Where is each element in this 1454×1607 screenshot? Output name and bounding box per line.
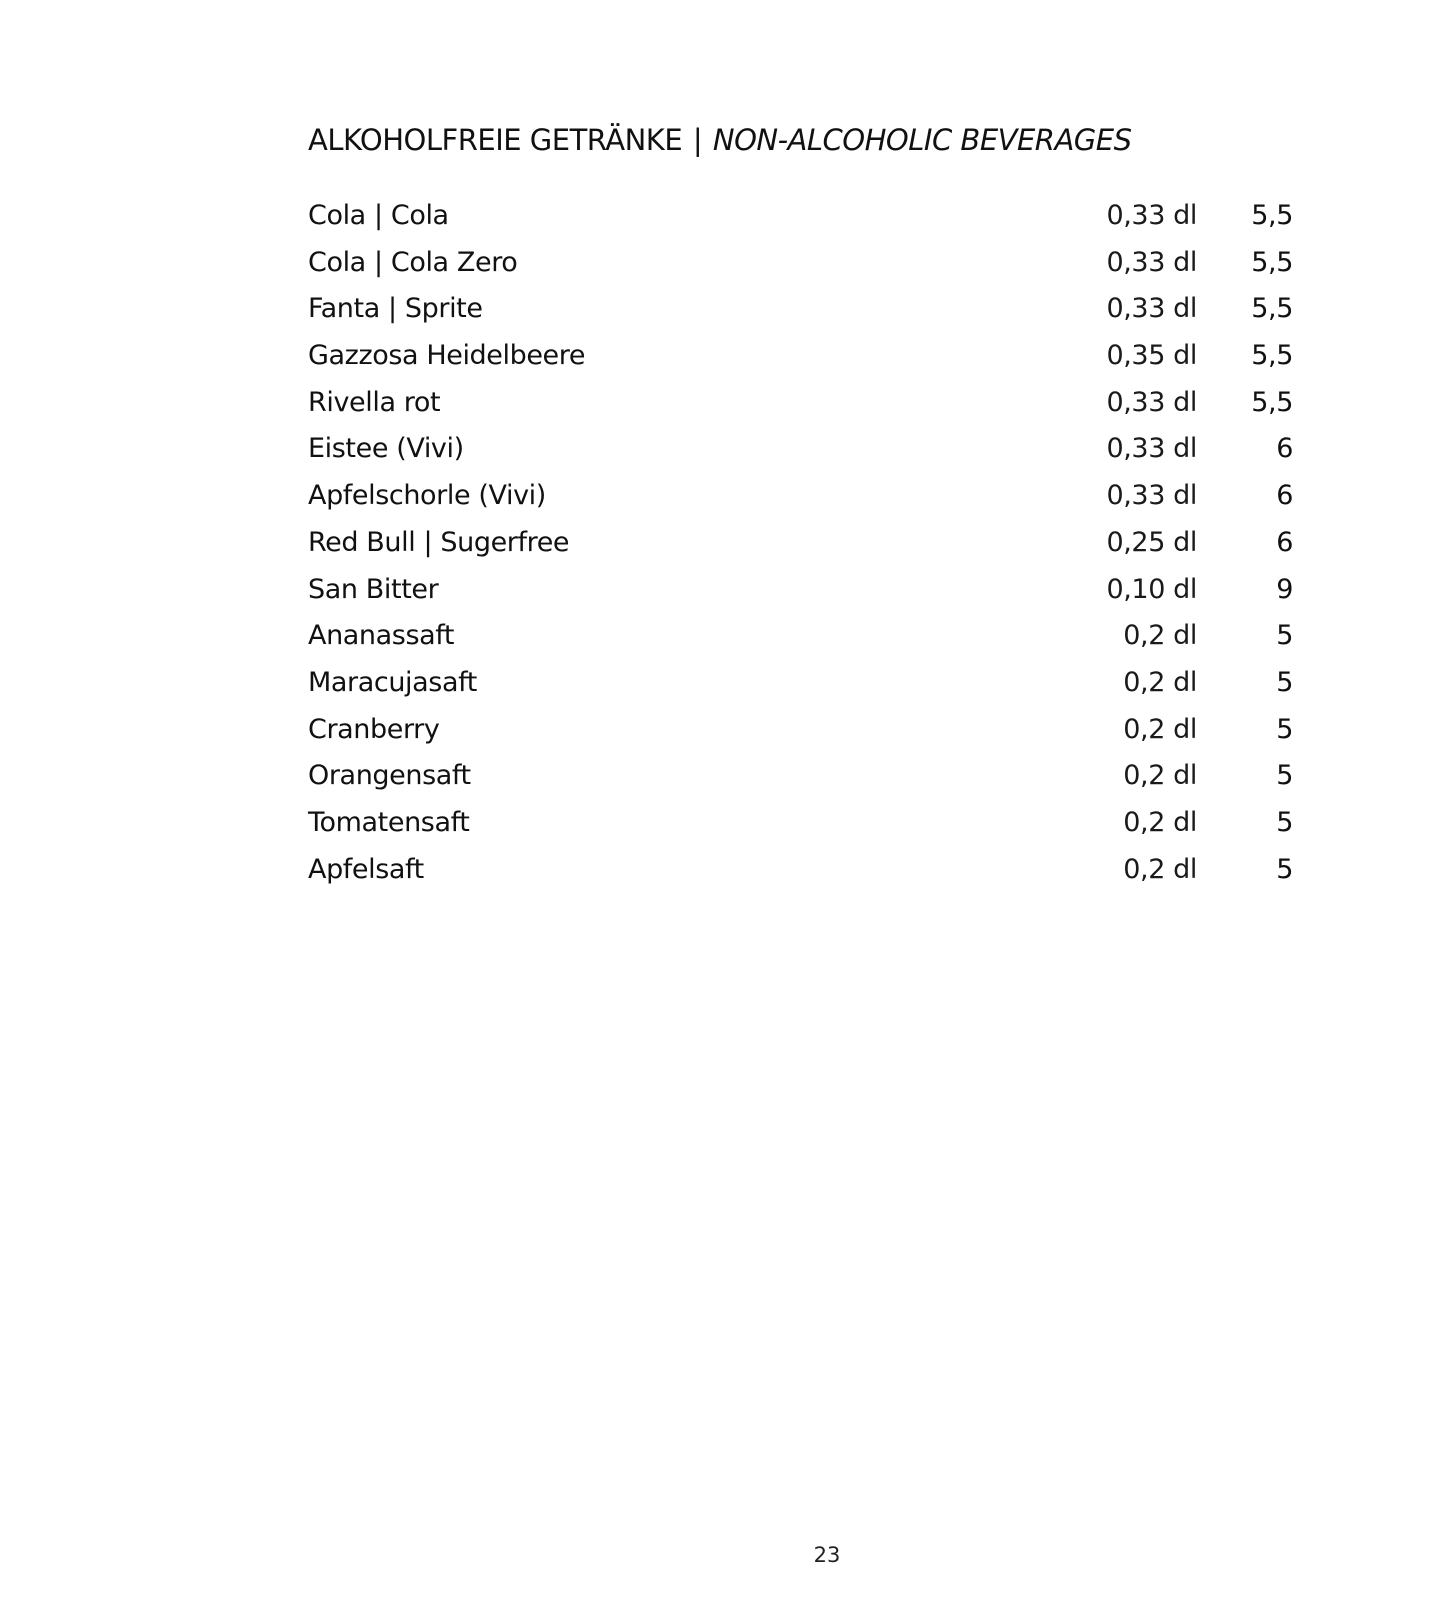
item-name: Ananassaft bbox=[308, 620, 455, 652]
item-price: 9 bbox=[1276, 573, 1293, 605]
item-size: 0,2 dl bbox=[1123, 620, 1197, 652]
item-size: 0,33 dl bbox=[1106, 433, 1197, 465]
item-name: Cola | Cola Zero bbox=[308, 246, 518, 278]
item-price: 5 bbox=[1276, 806, 1293, 838]
item-size: 0,33 dl bbox=[1106, 386, 1197, 418]
list-item bbox=[308, 473, 1293, 520]
item-name: Apfelschorle (Vivi) bbox=[308, 480, 546, 512]
item-price: 5,5 bbox=[1251, 293, 1293, 325]
item-price: 6 bbox=[1276, 433, 1293, 465]
list-item bbox=[308, 753, 1293, 800]
list-item bbox=[308, 847, 1293, 894]
item-price: 5 bbox=[1276, 666, 1293, 698]
item-name: Eistee (Vivi) bbox=[308, 433, 464, 465]
list-item bbox=[308, 520, 1293, 567]
item-price: 5,5 bbox=[1251, 340, 1293, 372]
item-size: 0,2 dl bbox=[1123, 666, 1197, 698]
list-item bbox=[308, 380, 1293, 427]
list-item bbox=[308, 707, 1293, 754]
item-name: San Bitter bbox=[308, 573, 439, 605]
item-size: 0,10 dl bbox=[1106, 573, 1197, 605]
list-item bbox=[308, 426, 1293, 473]
item-name: Maracujasaft bbox=[308, 666, 477, 698]
heading-separator: | bbox=[692, 123, 703, 157]
item-size: 0,35 dl bbox=[1106, 340, 1197, 372]
item-price: 6 bbox=[1276, 526, 1293, 558]
list-item bbox=[308, 567, 1293, 614]
list-item bbox=[308, 613, 1293, 660]
item-price: 5 bbox=[1276, 760, 1293, 792]
list-item bbox=[308, 660, 1293, 707]
list-item bbox=[308, 240, 1293, 287]
heading-english: NON-ALCOHOLIC BEVERAGES bbox=[712, 123, 1132, 157]
item-price: 5,5 bbox=[1251, 386, 1293, 418]
beverage-list bbox=[308, 193, 1293, 893]
list-item bbox=[308, 286, 1293, 333]
item-name: Tomatensaft bbox=[308, 806, 470, 838]
item-name: Gazzosa Heidelbeere bbox=[308, 340, 586, 372]
item-size: 0,2 dl bbox=[1123, 806, 1197, 838]
list-item bbox=[308, 800, 1293, 847]
item-price: 5 bbox=[1276, 713, 1293, 745]
item-size: 0,25 dl bbox=[1106, 526, 1197, 558]
item-name: Fanta | Sprite bbox=[308, 293, 483, 325]
item-price: 6 bbox=[1276, 480, 1293, 512]
item-price: 5 bbox=[1276, 620, 1293, 652]
item-price: 5 bbox=[1276, 853, 1293, 885]
heading-german: ALKOHOLFREIE GETRÄNKE bbox=[308, 123, 683, 157]
page-number: 23 bbox=[813, 1543, 841, 1567]
item-size: 0,33 dl bbox=[1106, 246, 1197, 278]
item-size: 0,33 dl bbox=[1106, 293, 1197, 325]
item-name: Red Bull | Sugerfree bbox=[308, 526, 570, 558]
list-item bbox=[308, 333, 1293, 380]
section-heading bbox=[308, 118, 1132, 162]
item-name: Cranberry bbox=[308, 713, 440, 745]
item-price: 5,5 bbox=[1251, 246, 1293, 278]
item-size: 0,2 dl bbox=[1123, 853, 1197, 885]
item-name: Orangensaft bbox=[308, 760, 471, 792]
item-name: Apfelsaft bbox=[308, 853, 424, 885]
item-size: 0,2 dl bbox=[1123, 713, 1197, 745]
item-name: Cola | Cola bbox=[308, 200, 449, 231]
item-price: 5,5 bbox=[1251, 200, 1293, 231]
item-size: 0,33 dl bbox=[1106, 480, 1197, 512]
item-size: 0,2 dl bbox=[1123, 760, 1197, 792]
item-size: 0,33 dl bbox=[1106, 200, 1197, 231]
item-name: Rivella rot bbox=[308, 386, 441, 418]
list-item bbox=[308, 193, 1293, 240]
